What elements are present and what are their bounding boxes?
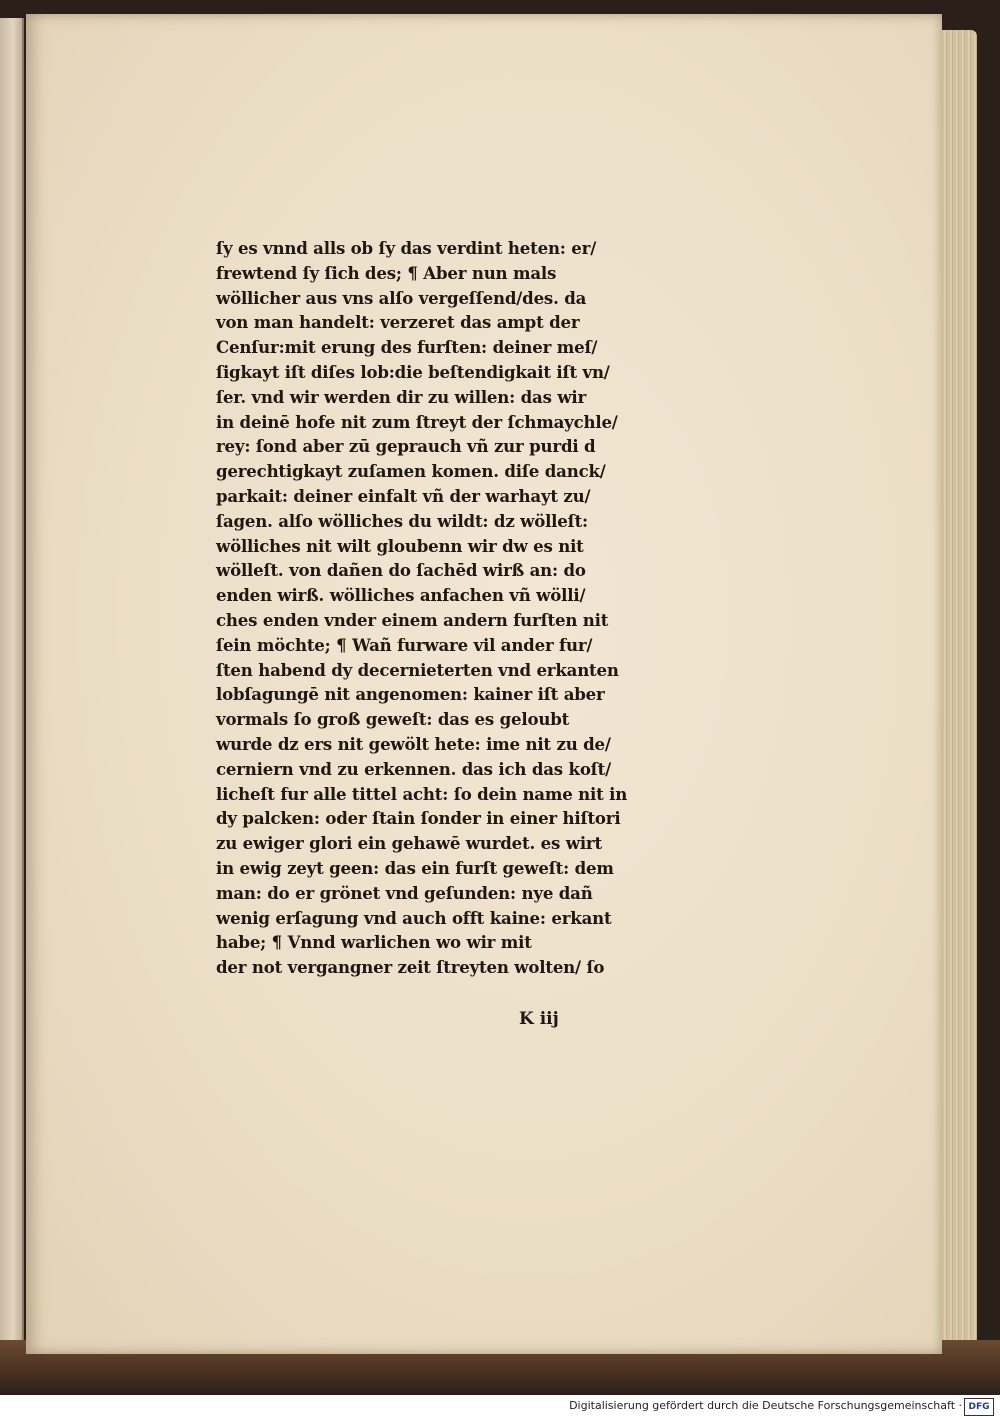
text-line: parkait: deiner einfalt vñ der warhayt zu/: [216, 485, 591, 506]
text-line: ſagen. alſo wölliches du wildt: dz wölleſt:: [216, 510, 588, 531]
text-line: in deinē hofe nit zum ſtreyt der ſchmaychle/: [216, 411, 618, 432]
text-line: zu ewiger glori ein gehawē wurdet. es wirt: [216, 833, 602, 854]
text-line: wölleſt. von dañen do ſachēd wirß an: do: [216, 560, 586, 581]
digitization-footer: [0, 1395, 1000, 1419]
text-line: in ewig zeyt geen: das ein furſt geweſt: dem: [216, 857, 614, 878]
text-line: lobſagungē nit angenomen: kainer iſt aber: [216, 684, 605, 705]
text-line: ſein möchte; ¶ Wañ furware vil ander fur/: [216, 634, 593, 655]
page-text-block: [216, 236, 636, 980]
text-line: der not vergangner zeit ſtreyten wolten/ ſo: [216, 957, 605, 978]
text-line: enden wirß. wölliches anfachen vñ wölli/: [216, 585, 586, 606]
text-line: dy palcken: oder ſtain ſonder in einer hiſtori: [216, 808, 621, 829]
text-line: ches enden vnder einem andern furſten nit: [216, 609, 609, 630]
previous-leaf-edge: [0, 18, 24, 1348]
text-line: gerechtigkayt zuſamen komen. diſe danck/: [216, 461, 606, 482]
text-line: ſer. vnd wir werden dir zu willen: das wir: [216, 386, 587, 407]
book-page: [26, 14, 942, 1354]
text-line: wöllicher aus vns alſo vergeſſend/des. da: [216, 287, 587, 308]
text-line: vormals ſo groß geweſt: das es geloubt: [216, 709, 570, 730]
text-line: ſy es vnnd alls ob ſy das verdint heten: er/: [216, 238, 597, 258]
funding-credit: Digitalisierung gefördert durch die Deutsche Forschungsgemeinschaft ·: [569, 1399, 962, 1412]
text-line: wurde dz ers nit gewölt hete: ime nit zu de/: [216, 733, 611, 754]
text-line: wenig erſagung vnd auch offt kaine: erkant: [216, 907, 612, 928]
text-line: habe; ¶ Vnnd warlichen wo wir mit: [216, 932, 532, 953]
text-line: ſigkayt iſt diſes lob:die beſtendigkait iſt vn/: [216, 361, 610, 382]
text-line: von man handelt: verzeret das ampt der: [216, 312, 580, 333]
text-line: Cenſur:mit erung des furſten: deiner meſ/: [216, 337, 598, 358]
text-line: licheſt fur alle tittel acht: ſo dein name nit in: [216, 783, 628, 804]
text-line: ſten habend dy decernieterten vnd erkanten: [216, 659, 619, 680]
text-line: man: do er grönet vnd geſunden: nye dañ: [216, 882, 593, 903]
dfg-logo-icon: DFG: [964, 1398, 994, 1416]
text-line: wölliches nit wilt gloubenn wir dw es nit: [216, 535, 584, 556]
text-line: rey: ſond aber zū geprauch vñ zur purdi d: [216, 436, 596, 457]
text-line: cerniern vnd zu erkennen. das ich das koſt/: [216, 758, 611, 779]
text-line: frewtend ſy ſich des; ¶ Aber nun mals: [216, 262, 557, 283]
signature-mark: K iij: [519, 1009, 559, 1029]
